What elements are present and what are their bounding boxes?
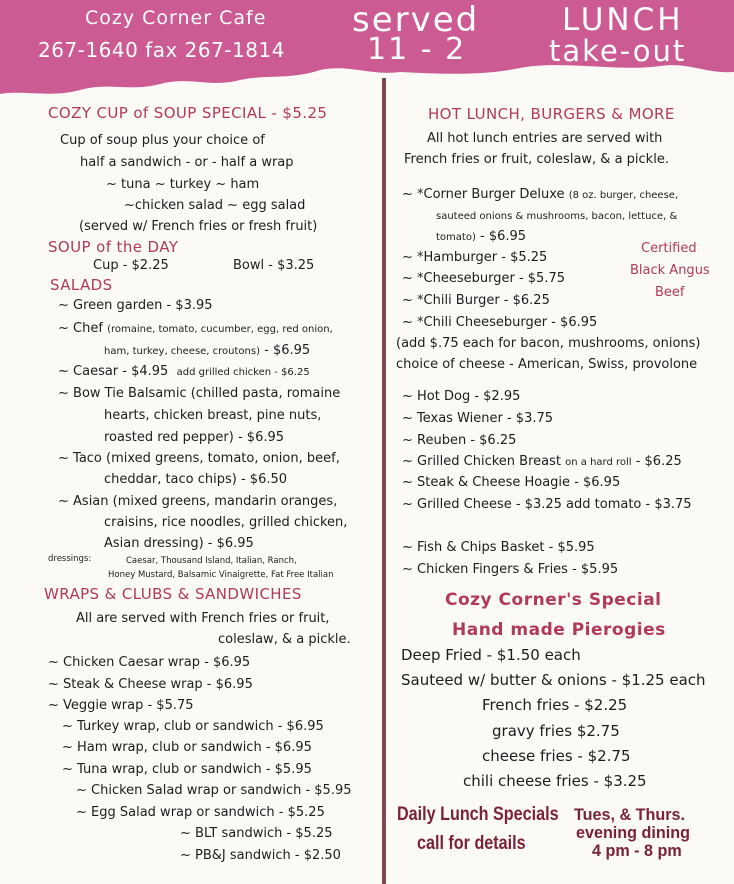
salad-item: ~ Taco (mixed greens, tomato, onion, beef,: [58, 451, 340, 466]
salad-item: ~ Asian (mixed greens, mandarin oranges,: [58, 494, 338, 509]
wrap-item: ~ Chicken Salad wrap or sandwich - $5.95: [76, 783, 352, 798]
evening-dining: evening dining: [576, 823, 690, 842]
hot-item-name: ~ Grilled Chicken Breast: [402, 454, 561, 469]
fries-item: chili cheese fries - $3.25: [463, 772, 647, 790]
soup-special-line: Cup of soup plus your choice of: [60, 133, 265, 148]
salads-heading: SALADS: [50, 276, 113, 294]
phone-numbers: 267-1640 fax 267-1814: [38, 38, 285, 62]
served-label: served: [352, 0, 480, 40]
salad-item-continued: cheddar, taco chips) - $6.50: [104, 472, 288, 487]
salad-item-continued: roasted red pepper) - $6.95: [104, 430, 285, 445]
hot-item: ~ Fish & Chips Basket - $5.95: [402, 540, 595, 555]
salad-item: ~ Bow Tie Balsamic (chilled pasta, romaine: [58, 386, 341, 401]
salad-addon: add grilled chicken - $6.25: [176, 367, 310, 378]
pierogies-title: Cozy Corner's Special: [445, 590, 662, 610]
wrap-item: ~ Ham wrap, club or sandwich - $6.95: [62, 740, 312, 755]
salad-item-continued: Asian dressing) - $6.95: [104, 536, 254, 551]
evening-hours: 4 pm - 8 pm: [592, 841, 682, 860]
lunch-label: LUNCH: [562, 2, 684, 38]
salad-item-continued: craisins, rice noodles, grilled chicken,: [104, 515, 348, 530]
salad-item: [58, 321, 333, 338]
wrap-item: ~ Tuna wrap, club or sandwich - $5.95: [62, 762, 312, 777]
cafe-name: Cozy Corner Cafe: [85, 7, 267, 29]
hot-item: [402, 454, 682, 471]
dressings-list: Caesar, Thousand Island, Italian, Ranch,: [126, 556, 297, 566]
fries-item: French fries - $2.25: [482, 696, 628, 714]
hot-item: ~ Reuben - $6.25: [402, 433, 517, 448]
wrap-item: ~ Egg Salad wrap or sandwich - $5.25: [76, 805, 325, 820]
takeout-label: take-out: [549, 34, 687, 68]
column-divider: [382, 78, 386, 884]
salad-price: - $6.95: [264, 343, 311, 358]
wrap-item: ~ Chicken Caesar wrap - $6.95: [48, 655, 251, 670]
wraps-intro: All are served with French fries or fruit,: [76, 611, 330, 626]
certified-note: Certified: [641, 241, 697, 256]
burger-name: ~ *Corner Burger Deluxe: [402, 187, 565, 202]
hot-lunch-heading: HOT LUNCH, BURGERS & MORE: [428, 105, 675, 123]
addon-note: (add $.75 each for bacon, mushrooms, onions): [396, 336, 701, 351]
daily-specials-call: call for details: [417, 833, 526, 854]
burger-item: ~ *Hamburger - $5.25: [402, 250, 548, 265]
hot-item: ~ Hot Dog - $2.95: [402, 389, 521, 404]
dressings-label: dressings:: [48, 554, 92, 564]
burger-price: - $6.95: [480, 229, 527, 244]
hot-item: ~ Grilled Cheese - $3.25 add tomato - $3.75: [402, 497, 692, 512]
salad-name: ~ Caesar - $4.95: [58, 364, 169, 379]
cheese-choice: choice of cheese - American, Swiss, provolone: [396, 357, 698, 372]
salad-description: ham, turkey, cheese, croutons): [104, 346, 260, 357]
hot-item-price: - $6.25: [635, 454, 682, 469]
daily-specials: Daily Lunch Specials: [397, 804, 559, 825]
certified-note: Beef: [655, 285, 685, 300]
hot-item: ~ Texas Wiener - $3.75: [402, 411, 554, 426]
soup-special-options: ~chicken salad ~ egg salad: [124, 198, 306, 213]
burger-item: [402, 187, 678, 204]
soup-special-line: half a sandwich - or - half a wrap: [80, 155, 294, 170]
wrap-item: ~ Steak & Cheese wrap - $6.95: [48, 677, 253, 692]
pierogi-item: Deep Fried - $1.50 each: [401, 646, 581, 664]
soup-cup-price: Cup - $2.25: [93, 258, 169, 273]
hot-item-note: on a hard roll: [565, 457, 632, 468]
pierogi-item: Sauteed w/ butter & onions - $1.25 each: [401, 671, 706, 689]
fries-item: gravy fries $2.75: [492, 722, 620, 740]
soup-special-note: (served w/ French fries or fresh fruit): [79, 219, 318, 234]
burger-item: ~ *Chili Cheeseburger - $6.95: [402, 315, 598, 330]
soup-bowl-price: Bowl - $3.25: [233, 258, 315, 273]
burger-description: sauteed onions & mushrooms, bacon, lettuce, &: [436, 211, 678, 222]
soup-day-heading: SOUP of the DAY: [48, 238, 179, 256]
certified-note: Black Angus: [630, 263, 710, 278]
burger-description: tomato): [436, 232, 476, 243]
dressings-list: Honey Mustard, Balsamic Vinaigrette, Fat Free Italian: [108, 570, 334, 580]
salad-item-continued: [104, 343, 310, 360]
burger-item: ~ *Cheeseburger - $5.75: [402, 271, 565, 286]
hot-lunch-intro: French fries or fruit, coleslaw, & a pickle.: [404, 152, 669, 167]
salad-item: [58, 364, 310, 381]
serving-hours: 11 - 2: [367, 32, 467, 67]
soup-special-heading: COZY CUP of SOUP SPECIAL - $5.25: [48, 104, 328, 122]
salad-item-continued: hearts, chicken breast, pine nuts,: [104, 408, 322, 423]
header-banner: [0, 0, 734, 110]
wrap-item: ~ PB&J sandwich - $2.50: [180, 848, 341, 863]
salad-item: ~ Green garden - $3.95: [58, 298, 213, 313]
salad-name: ~ Chef: [58, 321, 103, 336]
wrap-item: ~ BLT sandwich - $5.25: [180, 826, 333, 841]
fries-item: cheese fries - $2.75: [482, 747, 631, 765]
evening-days: Tues, & Thurs.: [574, 805, 685, 824]
wraps-heading: WRAPS & CLUBS & SANDWICHES: [44, 585, 302, 603]
wraps-intro: coleslaw, & a pickle.: [218, 632, 351, 647]
burger-description: (8 oz. burger, cheese,: [568, 190, 679, 201]
hot-lunch-intro: All hot lunch entries are served with: [427, 131, 663, 146]
hot-item: ~ Steak & Cheese Hoagie - $6.95: [402, 475, 621, 490]
wrap-item: ~ Turkey wrap, club or sandwich - $6.95: [62, 719, 324, 734]
burger-item-continued: [436, 229, 526, 246]
salad-description: (romaine, tomato, cucumber, egg, red onion,: [107, 324, 333, 335]
wrap-item: ~ Veggie wrap - $5.75: [48, 698, 194, 713]
pierogies-title: Hand made Pierogies: [452, 620, 666, 640]
hot-item: ~ Chicken Fingers & Fries - $5.95: [402, 562, 619, 577]
burger-item: ~ *Chili Burger - $6.25: [402, 293, 550, 308]
soup-special-options: ~ tuna ~ turkey ~ ham: [106, 177, 260, 192]
